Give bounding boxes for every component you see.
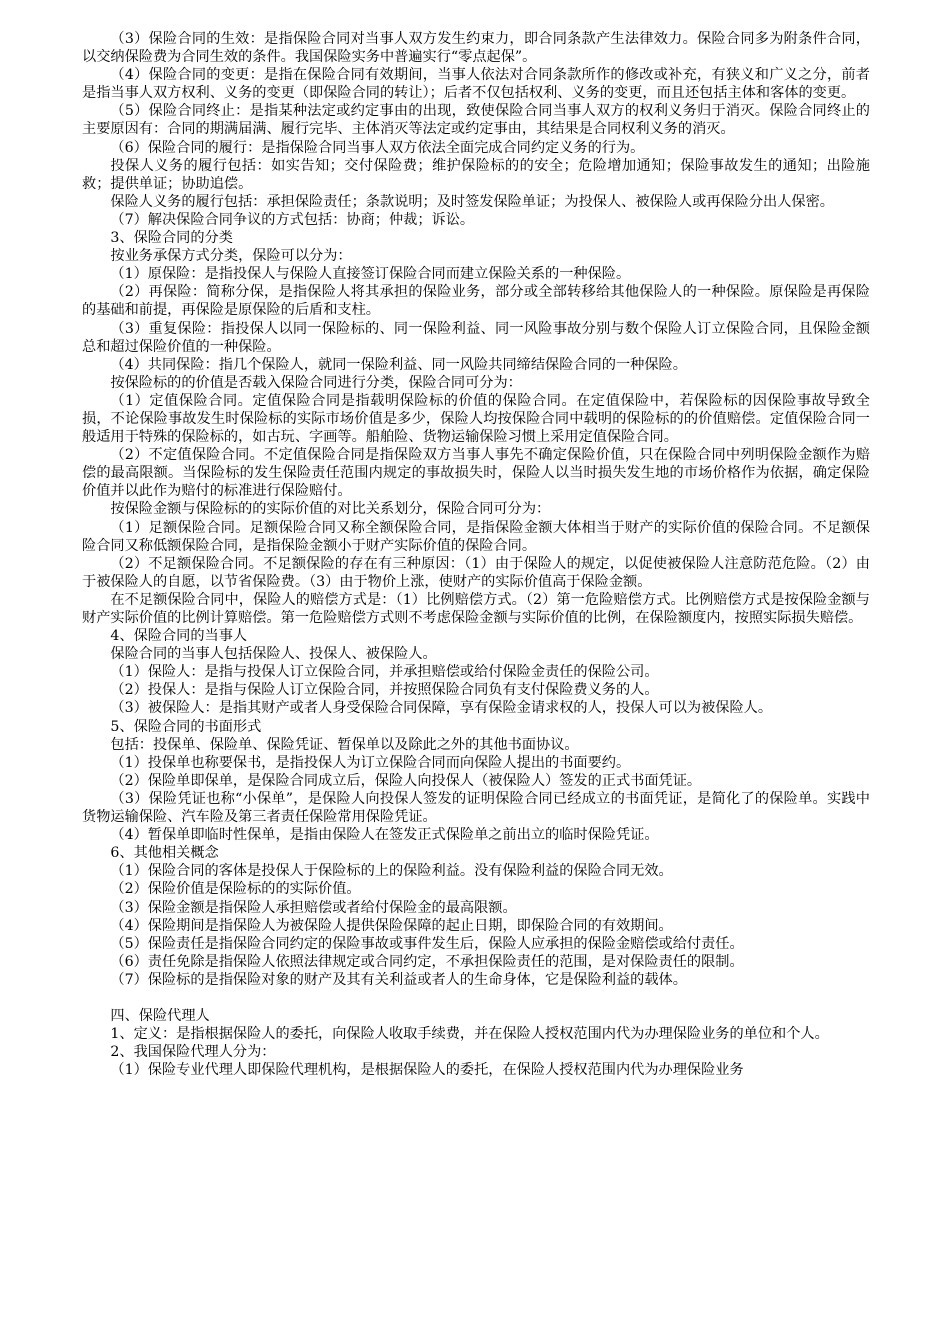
paragraph-34: （2）保险价值是保险标的的实际价值。 bbox=[110, 881, 361, 898]
document-body bbox=[82, 30, 870, 989]
paragraph-13: （4）共同保险：指几个保险人，就同一保险利益、同一风险共同缔结保险合同的一种保险。 bbox=[110, 356, 687, 373]
paragraph-32: 6、其他相关概念 bbox=[110, 845, 219, 862]
paragraph-12: （3）重复保险：指投保人以同一保险标的、同一保险利益、同一风险事故分别与数个保险人订立保险合同，且保险金额总和超过保险价值的一种保险。 bbox=[82, 320, 870, 355]
paragraph-6: 保险人义务的履行包括：承担保险责任；条款说明；及时签发保险单证；为投保人、被保险人或再保险分出人保密。 bbox=[110, 193, 834, 210]
paragraph-39: （7）保险标的是指保险对象的财产及其有关利益或者人的生命身体，它是保险利益的载体。 bbox=[110, 971, 687, 988]
paragraph-25: （3）被保险人：是指其财产或者人身受保险合同保障，享有保险金请求权的人，投保人可以为被保险人。 bbox=[110, 700, 773, 717]
section4-paragraph-1: 四、保险代理人 bbox=[110, 1007, 210, 1024]
paragraph-15: （1）定值保险合同。定值保险合同是指载明保险标的价值的保险合同。在定值保险中，若保险标的因保险事故导致全损，不论保险事故发生时保险标的实际市场价值是多少，保险人均按保险合同中载明的保险标的的价值赔偿。定值保险合同一般适用于特殊的保险标的，如古玩、字画等。船舶险、货物运输保险习惯上采用定值保险合同。 bbox=[82, 392, 870, 446]
paragraph-14: 按保险标的的价值是否载入保险合同进行分类，保险合同可分为： bbox=[110, 374, 522, 391]
section-4-body bbox=[82, 1007, 870, 1079]
paragraph-28: （1）投保单也称要保书，是指投保人为订立保险合同而向保险人提出的书面要约。 bbox=[110, 754, 631, 771]
paragraph-8: 3、保险合同的分类 bbox=[110, 230, 233, 247]
paragraph-36: （4）保险期间是指保险人为被保险人提供保险保障的起止日期，即保险合同的有效期间。 bbox=[110, 917, 673, 934]
paragraph-38: （6）责任免除是指保险人依照法律规定或合同约定，不承担保险责任的范围，是对保险责任的限制。 bbox=[110, 953, 744, 970]
paragraph-26: 5、保险合同的书面形式 bbox=[110, 718, 262, 735]
paragraph-22: 保险合同的当事人包括保险人、投保人、被保险人。 bbox=[110, 646, 437, 663]
section4-paragraph-4: （1）保险专业代理人即保险代理机构，是根据保险人的委托，在保险人授权范围内代为办理保险业务 bbox=[110, 1062, 744, 1079]
paragraph-18: （1）足额保险合同。足额保险合同又称全额保险合同，是指保险金额大体相当于财产的实际价值的保险合同。不足额保险合同又称低额保险合同，是指保险金额小于财产实际价值的保险合同。 bbox=[82, 519, 870, 554]
paragraph-30: （3）保险凭证也称“小保单”，是保险人向投保人签发的证明保险合同已经成立的书面凭证，是简化了的保险单。实践中货物运输保险、汽车险及第三者责任保险常用保险凭证。 bbox=[82, 790, 870, 826]
paragraph-5: 投保人义务的履行包括：如实告知；交付保险费；维护保险标的的安全；危险增加通知；保险事故发生的通知；出险施救；提供单证；协助追偿。 bbox=[82, 157, 870, 192]
section4-paragraph-2: 1、定义：是指根据保险人的委托，向保险人收取手续费，并在保险人授权范围内代为办理保险业务的单位和个人。 bbox=[110, 1026, 829, 1043]
paragraph-31: （4）暂保单即临时性保单，是指由保险人在签发正式保险单之前出立的临时保险凭证。 bbox=[110, 827, 659, 844]
paragraph-37: （5）保险责任是指保险合同约定的保险事故或事件发生后，保险人应承担的保险金赔偿或给付责任。 bbox=[110, 935, 744, 952]
paragraph-21: 4、保险合同的当事人 bbox=[110, 628, 248, 645]
paragraph-1: （3）保险合同的生效：是指保险合同对当事人双方发生约束力，即合同条款产生法律效力。保险合同多为附条件合同，以交纳保险费为合同生效的条件。我国保险实务中普遍实行“零点起保”。 bbox=[82, 31, 870, 66]
paragraph-11: （2）再保险：简称分保，是指保险人将其承担的保险业务，部分或全部转移给其他保险人的一种保险。原保险是再保险的基础和前提，再保险是原保险的后盾和支柱。 bbox=[82, 284, 870, 319]
paragraph-24: （2）投保人：是指与保险人订立保险合同，并按照保险合同负有支付保险费义务的人。 bbox=[110, 682, 659, 699]
paragraph-29: （2）保险单即保单，是保险合同成立后，保险人向投保人（被保险人）签发的正式书面凭证。 bbox=[110, 772, 702, 789]
paragraph-10: （1）原保险：是指投保人与保险人直接签订保险合同而建立保险关系的一种保险。 bbox=[110, 266, 631, 283]
paragraph-4: （6）保险合同的履行：是指保险合同当事人双方依法全面完成合同约定义务的行为。 bbox=[110, 139, 645, 156]
paragraph-3: （5）保险合同终止：是指某种法定或约定事由的出现，致使保险合同当事人双方的权利义务归于消灭。保险合同终止的主要原因有：合同的期满届满、履行完毕、主体消灭等法定或约定事由，其结果是合同权利义务的消灭。 bbox=[82, 103, 870, 138]
section-gap bbox=[82, 989, 870, 1007]
paragraph-17: 按保险金额与保险标的的实际价值的对比关系划分，保险合同可分为： bbox=[110, 501, 551, 518]
section4-paragraph-3: 2、我国保险代理人分为： bbox=[110, 1044, 276, 1061]
paragraph-35: （3）保险金额是指保险人承担赔偿或者给付保险金的最高限额。 bbox=[110, 899, 517, 916]
paragraph-23: （1）保险人：是指与投保人订立保险合同，并承担赔偿或给付保险金责任的保险公司。 bbox=[110, 664, 659, 681]
paragraph-27: 包括：投保单、保险单、保险凭证、暂保单以及除此之外的其他书面协议。 bbox=[110, 736, 579, 753]
paragraph-20: 在不足额保险合同中，保险人的赔偿方式是：（1）比例赔偿方式。（2）第一危险赔偿方式。比例赔偿方式是按保险金额与财产实际价值的比例计算赔偿。第一危险赔偿方式则不考虑保险金额与实际价值的比例，在保险额度内，按照实际损失赔偿。 bbox=[82, 591, 870, 626]
paragraph-16: （2）不定值保险合同。不定值保险合同是指保险双方当事人事先不确定保险价值，只在保险合同中列明保险金额作为赔偿的最高限额。当保险标的发生保险责任范围内规定的事故损失时，保险人以当时损失发生地的市场价格作为依据，确定保险价值并以此作为赔付的标准进行保险赔付。 bbox=[82, 447, 870, 500]
paragraph-2: （4）保险合同的变更：是指在保险合同有效期间，当事人依法对合同条款所作的修改或补充，有狭义和广义之分，前者是指当事人双方权利、义务的变更（即保险合同的转让）；后者不仅包括权利、义务的变更，而且还包括主体和客体的变更。 bbox=[82, 67, 870, 102]
paragraph-33: （1）保险合同的客体是投保人于保险标的上的保险利益。没有保险利益的保险合同无效。 bbox=[110, 863, 673, 880]
paragraph-9: 按业务承保方式分类，保险可以分为： bbox=[110, 248, 352, 265]
paragraph-19: （2）不足额保险合同。不足额保险的存在有三种原因：（1）由于保险人的规定，以促使被保险人注意防范危险。（2）由于被保险人的自愿，以节省保险费。（3）由于物价上涨，使财产的实际价值高于保险金额。 bbox=[82, 555, 870, 590]
paragraph-7: （7）解决保险合同争议的方式包括：协商；仲裁；诉讼。 bbox=[110, 211, 475, 228]
